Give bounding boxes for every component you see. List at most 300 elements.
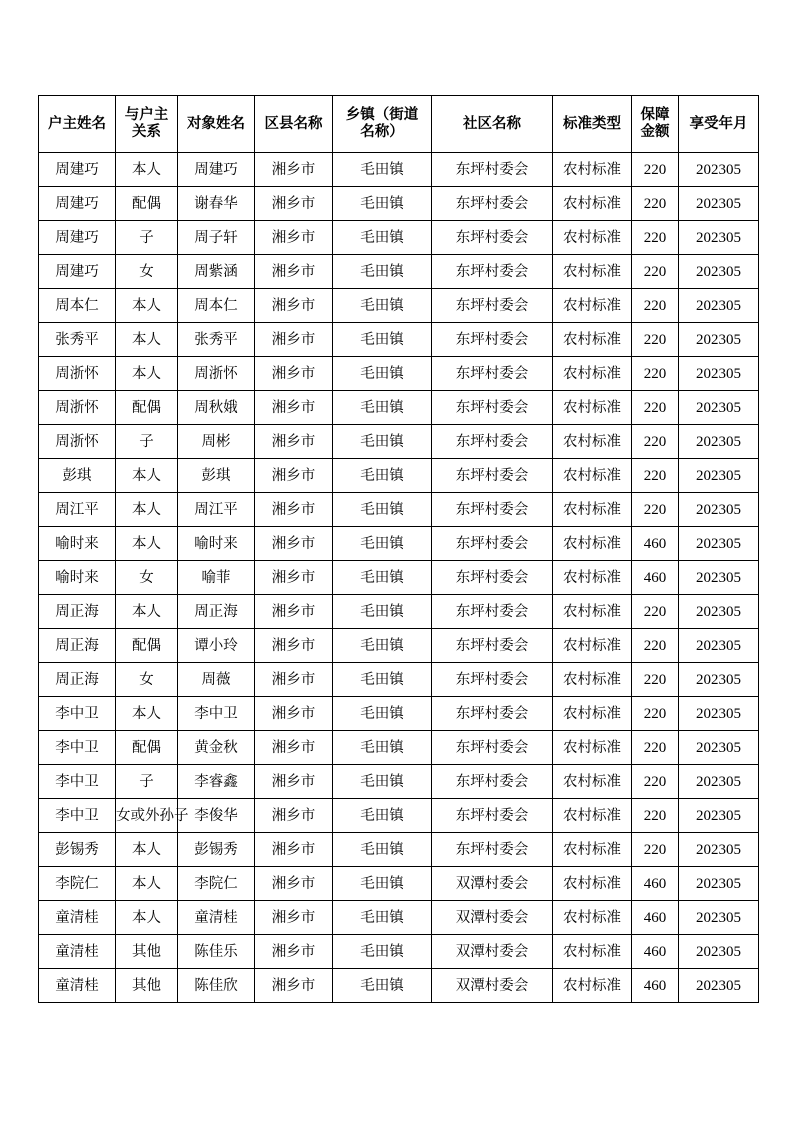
table-body xyxy=(39,153,759,1003)
cell-relationship-text: 配偶 xyxy=(132,195,161,212)
cell-household-head-text: 周正海 xyxy=(55,637,99,654)
cell-period-text: 202305 xyxy=(696,671,741,688)
cell-period xyxy=(679,629,759,663)
cell-township-text: 毛田镇 xyxy=(360,399,404,416)
cell-amount-text: 220 xyxy=(643,739,667,756)
cell-community xyxy=(432,527,553,561)
cell-relationship-text: 本人 xyxy=(132,909,161,926)
cell-amount-text: 220 xyxy=(643,263,667,280)
cell-standard-type xyxy=(553,459,632,493)
cell-standard-type xyxy=(553,493,632,527)
cell-household-head-text: 周浙怀 xyxy=(55,399,99,416)
cell-community-text: 东坪村委会 xyxy=(455,161,529,178)
cell-community xyxy=(432,663,553,697)
cell-recipient-name-text: 周江平 xyxy=(194,501,238,518)
cell-township-text: 毛田镇 xyxy=(360,705,404,722)
cell-township xyxy=(333,765,432,799)
cell-township xyxy=(333,527,432,561)
cell-township xyxy=(333,459,432,493)
cell-relationship-text: 其他 xyxy=(132,943,161,960)
cell-recipient-name xyxy=(178,969,255,1003)
table-row xyxy=(39,221,759,255)
cell-household-head-text: 周建巧 xyxy=(55,161,99,178)
cell-period xyxy=(679,323,759,357)
cell-township-text: 毛田镇 xyxy=(360,807,404,824)
cell-township xyxy=(333,833,432,867)
cell-standard-type xyxy=(553,595,632,629)
cell-county xyxy=(255,799,333,833)
cell-community-text: 东坪村委会 xyxy=(455,331,529,348)
table-row xyxy=(39,765,759,799)
cell-relationship xyxy=(116,527,178,561)
cell-standard-type xyxy=(553,221,632,255)
cell-community xyxy=(432,901,553,935)
cell-standard-type-text: 农村标准 xyxy=(563,637,621,654)
cell-period-text: 202305 xyxy=(696,739,741,756)
table-row xyxy=(39,527,759,561)
header-household-head xyxy=(39,96,116,153)
cell-community xyxy=(432,493,553,527)
cell-standard-type-text: 农村标准 xyxy=(563,535,621,552)
cell-relationship-text: 本人 xyxy=(132,467,161,484)
cell-household-head-text: 周本仁 xyxy=(55,297,99,314)
cell-amount-text: 220 xyxy=(643,671,667,688)
cell-amount-text: 460 xyxy=(643,943,667,960)
cell-community-text: 东坪村委会 xyxy=(455,603,529,620)
cell-amount xyxy=(632,153,679,187)
cell-household-head-text: 李中卫 xyxy=(55,773,99,790)
cell-community xyxy=(432,629,553,663)
cell-relationship xyxy=(116,459,178,493)
cell-community xyxy=(432,425,553,459)
cell-household-head xyxy=(39,425,116,459)
cell-relationship xyxy=(116,391,178,425)
cell-period xyxy=(679,595,759,629)
cell-standard-type xyxy=(553,527,632,561)
table-row xyxy=(39,425,759,459)
table-row xyxy=(39,799,759,833)
cell-township-text: 毛田镇 xyxy=(360,195,404,212)
cell-county-text: 湘乡市 xyxy=(271,807,316,824)
cell-community-text: 东坪村委会 xyxy=(455,229,529,246)
cell-relationship xyxy=(116,697,178,731)
cell-period xyxy=(679,663,759,697)
table-row xyxy=(39,459,759,493)
header-recipient-name xyxy=(178,96,255,153)
cell-county xyxy=(255,187,333,221)
cell-standard-type xyxy=(553,289,632,323)
cell-standard-type-text: 农村标准 xyxy=(563,263,621,280)
cell-county-text: 湘乡市 xyxy=(271,433,316,450)
cell-household-head-text: 童清桂 xyxy=(55,943,99,960)
cell-community-text: 东坪村委会 xyxy=(455,705,529,722)
cell-county-text: 湘乡市 xyxy=(271,977,316,994)
table-row xyxy=(39,697,759,731)
cell-recipient-name-text: 李睿鑫 xyxy=(194,773,238,790)
cell-community-text: 东坪村委会 xyxy=(455,671,529,688)
cell-amount xyxy=(632,425,679,459)
cell-household-head xyxy=(39,289,116,323)
cell-community-text: 东坪村委会 xyxy=(455,263,529,280)
cell-township xyxy=(333,221,432,255)
cell-county-text: 湘乡市 xyxy=(271,535,316,552)
cell-county-text: 湘乡市 xyxy=(271,161,316,178)
page-sheet xyxy=(38,95,758,1003)
cell-period-text: 202305 xyxy=(696,773,741,790)
cell-recipient-name xyxy=(178,833,255,867)
cell-household-head-text: 彭琪 xyxy=(62,467,92,484)
cell-household-head-text: 周浙怀 xyxy=(55,365,99,382)
cell-community xyxy=(432,459,553,493)
cell-household-head xyxy=(39,663,116,697)
cell-amount xyxy=(632,187,679,221)
cell-standard-type xyxy=(553,629,632,663)
cell-standard-type xyxy=(553,561,632,595)
cell-community-text: 东坪村委会 xyxy=(455,569,529,586)
cell-household-head xyxy=(39,357,116,391)
cell-amount-text: 460 xyxy=(643,977,667,994)
cell-household-head-text: 李中卫 xyxy=(55,739,99,756)
cell-standard-type xyxy=(553,867,632,901)
cell-relationship-text: 女 xyxy=(139,671,154,688)
cell-county-text: 湘乡市 xyxy=(271,773,316,790)
cell-household-head-text: 张秀平 xyxy=(55,331,99,348)
cell-standard-type-text: 农村标准 xyxy=(563,671,621,688)
cell-period-text: 202305 xyxy=(696,297,741,314)
cell-township xyxy=(333,255,432,289)
cell-county xyxy=(255,731,333,765)
cell-county xyxy=(255,595,333,629)
cell-county xyxy=(255,867,333,901)
cell-period xyxy=(679,289,759,323)
cell-county-text: 湘乡市 xyxy=(271,229,316,246)
cell-township xyxy=(333,493,432,527)
cell-amount xyxy=(632,969,679,1003)
header-community xyxy=(432,96,553,153)
cell-county-text: 湘乡市 xyxy=(271,637,316,654)
cell-township xyxy=(333,867,432,901)
cell-period-text: 202305 xyxy=(696,433,741,450)
cell-standard-type-text: 农村标准 xyxy=(563,331,621,348)
header-label: 标准类型 xyxy=(563,115,621,132)
cell-recipient-name-text: 喻时来 xyxy=(194,535,238,552)
cell-household-head xyxy=(39,867,116,901)
cell-township-text: 毛田镇 xyxy=(360,365,404,382)
table-row xyxy=(39,561,759,595)
cell-relationship-text: 本人 xyxy=(132,331,161,348)
cell-period-text: 202305 xyxy=(696,195,741,212)
cell-community xyxy=(432,765,553,799)
cell-period xyxy=(679,527,759,561)
cell-period xyxy=(679,799,759,833)
cell-recipient-name-text: 周正海 xyxy=(194,603,238,620)
cell-county xyxy=(255,323,333,357)
cell-county xyxy=(255,425,333,459)
cell-county xyxy=(255,969,333,1003)
cell-county xyxy=(255,561,333,595)
cell-recipient-name xyxy=(178,527,255,561)
cell-relationship xyxy=(116,969,178,1003)
cell-amount xyxy=(632,765,679,799)
cell-township xyxy=(333,391,432,425)
cell-county-text: 湘乡市 xyxy=(271,467,316,484)
cell-recipient-name-text: 周建巧 xyxy=(194,161,238,178)
table-row xyxy=(39,867,759,901)
cell-relationship xyxy=(116,595,178,629)
cell-county xyxy=(255,493,333,527)
cell-county xyxy=(255,833,333,867)
cell-recipient-name xyxy=(178,459,255,493)
cell-recipient-name xyxy=(178,425,255,459)
cell-period xyxy=(679,493,759,527)
cell-county xyxy=(255,459,333,493)
cell-recipient-name xyxy=(178,221,255,255)
cell-county-text: 湘乡市 xyxy=(271,909,316,926)
cell-community-text: 东坪村委会 xyxy=(455,841,529,858)
cell-period-text: 202305 xyxy=(696,229,741,246)
cell-standard-type-text: 农村标准 xyxy=(563,603,621,620)
cell-township xyxy=(333,187,432,221)
cell-amount xyxy=(632,561,679,595)
cell-household-head-text: 喻时来 xyxy=(55,569,99,586)
cell-household-head-text: 周建巧 xyxy=(55,229,99,246)
cell-period xyxy=(679,833,759,867)
cell-recipient-name-text: 张秀平 xyxy=(194,331,238,348)
cell-standard-type-text: 农村标准 xyxy=(563,365,621,382)
cell-period-text: 202305 xyxy=(696,263,741,280)
cell-recipient-name xyxy=(178,289,255,323)
table-row xyxy=(39,935,759,969)
cell-period-text: 202305 xyxy=(696,467,741,484)
cell-township-text: 毛田镇 xyxy=(360,875,404,892)
cell-community-text: 东坪村委会 xyxy=(455,807,529,824)
cell-amount-text: 220 xyxy=(643,705,667,722)
cell-period xyxy=(679,391,759,425)
cell-recipient-name-text: 彭锡秀 xyxy=(194,841,238,858)
cell-township-text: 毛田镇 xyxy=(360,637,404,654)
cell-relationship xyxy=(116,425,178,459)
cell-relationship xyxy=(116,731,178,765)
cell-township xyxy=(333,425,432,459)
cell-household-head-text: 喻时来 xyxy=(55,535,99,552)
cell-standard-type xyxy=(553,765,632,799)
cell-township-text: 毛田镇 xyxy=(360,841,404,858)
cell-amount xyxy=(632,493,679,527)
cell-relationship-text: 本人 xyxy=(132,603,161,620)
cell-recipient-name xyxy=(178,901,255,935)
cell-amount-text: 220 xyxy=(643,501,667,518)
cell-relationship xyxy=(116,561,178,595)
cell-amount xyxy=(632,867,679,901)
cell-recipient-name-text: 彭琪 xyxy=(201,467,231,484)
cell-recipient-name xyxy=(178,255,255,289)
cell-community xyxy=(432,255,553,289)
cell-standard-type xyxy=(553,935,632,969)
cell-township-text: 毛田镇 xyxy=(360,943,404,960)
cell-amount xyxy=(632,595,679,629)
cell-period xyxy=(679,561,759,595)
cell-amount-text: 220 xyxy=(643,637,667,654)
benefit-table xyxy=(38,95,759,1003)
cell-amount xyxy=(632,221,679,255)
cell-recipient-name-text: 谭小玲 xyxy=(194,637,238,654)
cell-township-text: 毛田镇 xyxy=(360,603,404,620)
cell-community xyxy=(432,697,553,731)
header-relationship xyxy=(116,96,178,153)
cell-household-head xyxy=(39,901,116,935)
cell-period-text: 202305 xyxy=(696,161,741,178)
cell-household-head xyxy=(39,187,116,221)
cell-period xyxy=(679,459,759,493)
cell-community-text: 双潭村委会 xyxy=(455,909,529,926)
cell-amount xyxy=(632,629,679,663)
cell-community xyxy=(432,799,553,833)
cell-household-head xyxy=(39,697,116,731)
table-row xyxy=(39,629,759,663)
table-row xyxy=(39,663,759,697)
cell-community-text: 东坪村委会 xyxy=(455,399,529,416)
cell-recipient-name xyxy=(178,731,255,765)
cell-period-text: 202305 xyxy=(696,637,741,654)
cell-standard-type-text: 农村标准 xyxy=(563,739,621,756)
cell-period xyxy=(679,867,759,901)
cell-period xyxy=(679,221,759,255)
cell-standard-type-text: 农村标准 xyxy=(563,433,621,450)
cell-county xyxy=(255,697,333,731)
cell-amount-text: 220 xyxy=(643,603,667,620)
cell-recipient-name-text: 李俊华 xyxy=(194,807,238,824)
cell-community xyxy=(432,221,553,255)
cell-community xyxy=(432,391,553,425)
cell-relationship xyxy=(116,935,178,969)
header-standard-type xyxy=(553,96,632,153)
cell-community-text: 东坪村委会 xyxy=(455,365,529,382)
cell-standard-type-text: 农村标准 xyxy=(563,807,621,824)
cell-township xyxy=(333,289,432,323)
cell-period xyxy=(679,765,759,799)
cell-relationship-text: 子 xyxy=(139,773,154,790)
cell-community xyxy=(432,289,553,323)
cell-standard-type-text: 农村标准 xyxy=(563,841,621,858)
cell-township xyxy=(333,663,432,697)
cell-recipient-name-text: 李中卫 xyxy=(194,705,238,722)
cell-recipient-name-text: 谢春华 xyxy=(194,195,238,212)
cell-amount xyxy=(632,731,679,765)
cell-standard-type xyxy=(553,969,632,1003)
cell-amount-text: 220 xyxy=(643,399,667,416)
cell-relationship-text: 本人 xyxy=(132,705,161,722)
cell-community xyxy=(432,153,553,187)
cell-community-text: 东坪村委会 xyxy=(455,739,529,756)
cell-household-head xyxy=(39,731,116,765)
cell-standard-type-text: 农村标准 xyxy=(563,943,621,960)
cell-county-text: 湘乡市 xyxy=(271,875,316,892)
cell-household-head xyxy=(39,833,116,867)
cell-period-text: 202305 xyxy=(696,569,741,586)
cell-relationship xyxy=(116,357,178,391)
cell-community xyxy=(432,867,553,901)
cell-amount xyxy=(632,935,679,969)
cell-amount xyxy=(632,255,679,289)
cell-township-text: 毛田镇 xyxy=(360,467,404,484)
cell-county-text: 湘乡市 xyxy=(271,365,316,382)
cell-recipient-name xyxy=(178,323,255,357)
cell-amount xyxy=(632,799,679,833)
cell-recipient-name-text: 李院仁 xyxy=(194,875,238,892)
header-row xyxy=(39,96,759,153)
cell-amount-text: 220 xyxy=(643,807,667,824)
cell-household-head-text: 周正海 xyxy=(55,603,99,620)
table-row xyxy=(39,323,759,357)
cell-amount-text: 220 xyxy=(643,467,667,484)
cell-relationship xyxy=(116,187,178,221)
cell-county xyxy=(255,629,333,663)
cell-standard-type-text: 农村标准 xyxy=(563,297,621,314)
cell-standard-type-text: 农村标准 xyxy=(563,229,621,246)
cell-household-head-text: 周建巧 xyxy=(55,195,99,212)
cell-recipient-name-text: 童清桂 xyxy=(194,909,238,926)
cell-community-text: 东坪村委会 xyxy=(455,773,529,790)
cell-standard-type-text: 农村标准 xyxy=(563,773,621,790)
cell-county-text: 湘乡市 xyxy=(271,501,316,518)
cell-community-text: 东坪村委会 xyxy=(455,195,529,212)
table-row xyxy=(39,153,759,187)
cell-amount-text: 220 xyxy=(643,773,667,790)
cell-relationship xyxy=(116,833,178,867)
cell-period xyxy=(679,969,759,1003)
cell-recipient-name xyxy=(178,663,255,697)
cell-county xyxy=(255,527,333,561)
cell-standard-type-text: 农村标准 xyxy=(563,875,621,892)
cell-recipient-name-text: 周子轩 xyxy=(194,229,238,246)
table-row xyxy=(39,901,759,935)
cell-period-text: 202305 xyxy=(696,501,741,518)
table-row xyxy=(39,731,759,765)
cell-standard-type xyxy=(553,187,632,221)
cell-relationship-text: 本人 xyxy=(132,875,161,892)
cell-township xyxy=(333,561,432,595)
cell-standard-type-text: 农村标准 xyxy=(563,705,621,722)
cell-relationship-text: 子 xyxy=(139,433,154,450)
cell-period-text: 202305 xyxy=(696,603,741,620)
cell-community xyxy=(432,833,553,867)
cell-relationship xyxy=(116,765,178,799)
cell-community-text: 东坪村委会 xyxy=(455,297,529,314)
cell-recipient-name-text: 周薇 xyxy=(201,671,231,688)
header-label: 社区名称 xyxy=(463,115,521,132)
cell-period xyxy=(679,255,759,289)
cell-recipient-name-text: 周紫涵 xyxy=(194,263,238,280)
cell-recipient-name xyxy=(178,153,255,187)
header-label: 保障 金额 xyxy=(640,107,670,140)
header-township xyxy=(333,96,432,153)
cell-recipient-name xyxy=(178,493,255,527)
cell-county xyxy=(255,391,333,425)
cell-household-head xyxy=(39,935,116,969)
cell-relationship-text: 配偶 xyxy=(132,739,161,756)
cell-recipient-name xyxy=(178,187,255,221)
cell-amount xyxy=(632,459,679,493)
cell-standard-type-text: 农村标准 xyxy=(563,501,621,518)
cell-county-text: 湘乡市 xyxy=(271,671,316,688)
cell-household-head-text: 童清桂 xyxy=(55,977,99,994)
cell-township xyxy=(333,935,432,969)
cell-township xyxy=(333,153,432,187)
cell-relationship xyxy=(116,289,178,323)
cell-household-head xyxy=(39,595,116,629)
cell-period xyxy=(679,153,759,187)
cell-county-text: 湘乡市 xyxy=(271,297,316,314)
